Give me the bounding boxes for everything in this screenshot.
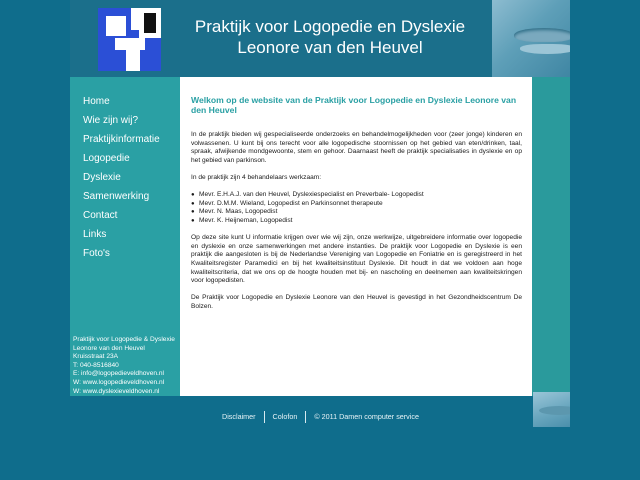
- nav-item-logopedie[interactable]: Logopedie: [83, 153, 130, 164]
- welcome-heading: Welkom op de website van de Praktijk voor Logopedie en Dyslexie Leonore van den Heuvel: [191, 95, 517, 115]
- site-title: [180, 16, 480, 58]
- bullet-icon: ●: [191, 200, 195, 207]
- site-header: [70, 0, 542, 77]
- lips-photo-bottom: [533, 392, 570, 427]
- copyright-text: © 2011 Damen computer service: [314, 412, 419, 421]
- nav-item-samenwerking[interactable]: Samenwerking: [83, 191, 150, 202]
- address-website-logopedie[interactable]: W: www.logopedieveldhoven.nl: [73, 378, 165, 386]
- team-list: [191, 191, 522, 225]
- nav-item-links[interactable]: Links: [83, 229, 107, 240]
- site-title-line1: Praktijk voor Logopedie en Dyslexie: [194, 17, 466, 36]
- nav-item-wie-zijn-wij[interactable]: Wie zijn wij?: [83, 115, 139, 126]
- nav-item-fotos[interactable]: Foto's: [83, 248, 110, 259]
- main-navigation: [83, 95, 160, 266]
- main-content: [180, 77, 532, 396]
- bullet-icon: ●: [191, 209, 195, 216]
- nav-item-dyslexie[interactable]: Dyslexie: [83, 172, 121, 183]
- site-title-line2: Leonore van den Heuvel: [237, 38, 423, 57]
- list-item: ● Mevr. N. Maas, Logopedist: [191, 208, 278, 216]
- list-item: ● Mevr. E.H.A.J. van den Heuvel, Dyslexiespecialist en Preverbale- Logopedist: [191, 191, 424, 199]
- address-phone: T: 040-8516840: [73, 361, 119, 369]
- practice-logo[interactable]: [98, 8, 161, 71]
- address-website-dyslexie[interactable]: W: www.dyslexieveldhoven.nl: [73, 387, 160, 395]
- disclaimer-link[interactable]: Disclaimer: [222, 412, 256, 421]
- info-paragraph: Op deze site kunt U informatie krijgen over wie wij zijn, onze werkwijze, uitgebreidere informatie over logopedie en dyslexie en onze samenwerkingen met andere instanties. De praktijk voor Logopedie en Dyslexie is een praktijk die aangesloten is bij de Nederlandse Vereniging van Logopedie en Foniatrie en is geregistreerd in het Kwaliteitsregister Paramedici en bij het kwaliteitsinstituut Dyslexie. Dit houdt in dat we voldoen aan hoge kwaliteitscriteria, dat we ons op de hoogte houden met bij- en nascholing en deelnemen aan kwaliteitskringen voor logopedisten.: [191, 234, 522, 285]
- address-email[interactable]: E: info@logopedieveldhoven.nl: [73, 370, 165, 378]
- bullet-icon: ●: [191, 217, 195, 224]
- colofon-link[interactable]: Colofon: [272, 412, 298, 421]
- footer-divider: [264, 411, 265, 423]
- intro-paragraph: In de praktijk bieden wij gespecialiseerde onderzoeks en behandelmogelijkheden voor (zeer jonge) kinderen en volwassenen. U kunt bij ons terecht voor alle logopedische stoornissen op het gebied van eten/drinken, taal, spraak, afwijkende mondgewoonte, stem en gehoor. Daarnaast heeft de praktijk specialisaties in dyslexie en op het gebied van parkinson.: [191, 131, 522, 164]
- nav-item-contact[interactable]: Contact: [83, 210, 118, 221]
- nav-item-home[interactable]: Home: [83, 96, 110, 107]
- bullet-icon: ●: [191, 192, 195, 199]
- site-footer: [222, 411, 452, 427]
- location-paragraph: De Praktijk voor Logopedie en Dyslexie Leonore van den Heuvel is gevestigd in het Gezondheidscentrum De Bolzen.: [191, 294, 522, 310]
- address-street: Kruisstraat 23A: [73, 353, 119, 361]
- address-owner: Leonore van den Heuvel: [73, 344, 145, 352]
- list-item: ● Mevr. K. Heijneman, Logopedist: [191, 216, 293, 224]
- footer-divider: [305, 411, 306, 423]
- right-band: [532, 77, 570, 396]
- list-item: ● Mevr. D.M.M. Wieland, Logopedist en Parkinsonnet therapeute: [191, 199, 383, 207]
- contact-address: [73, 336, 183, 396]
- address-practice-name: Praktijk voor Logopedie & Dyslexie: [73, 336, 175, 343]
- lips-photo-top: [492, 0, 570, 77]
- team-intro: In de praktijk zijn 4 behandelaars werkzaam:: [191, 173, 322, 181]
- nav-item-praktijkinformatie[interactable]: Praktijkinformatie: [83, 134, 160, 145]
